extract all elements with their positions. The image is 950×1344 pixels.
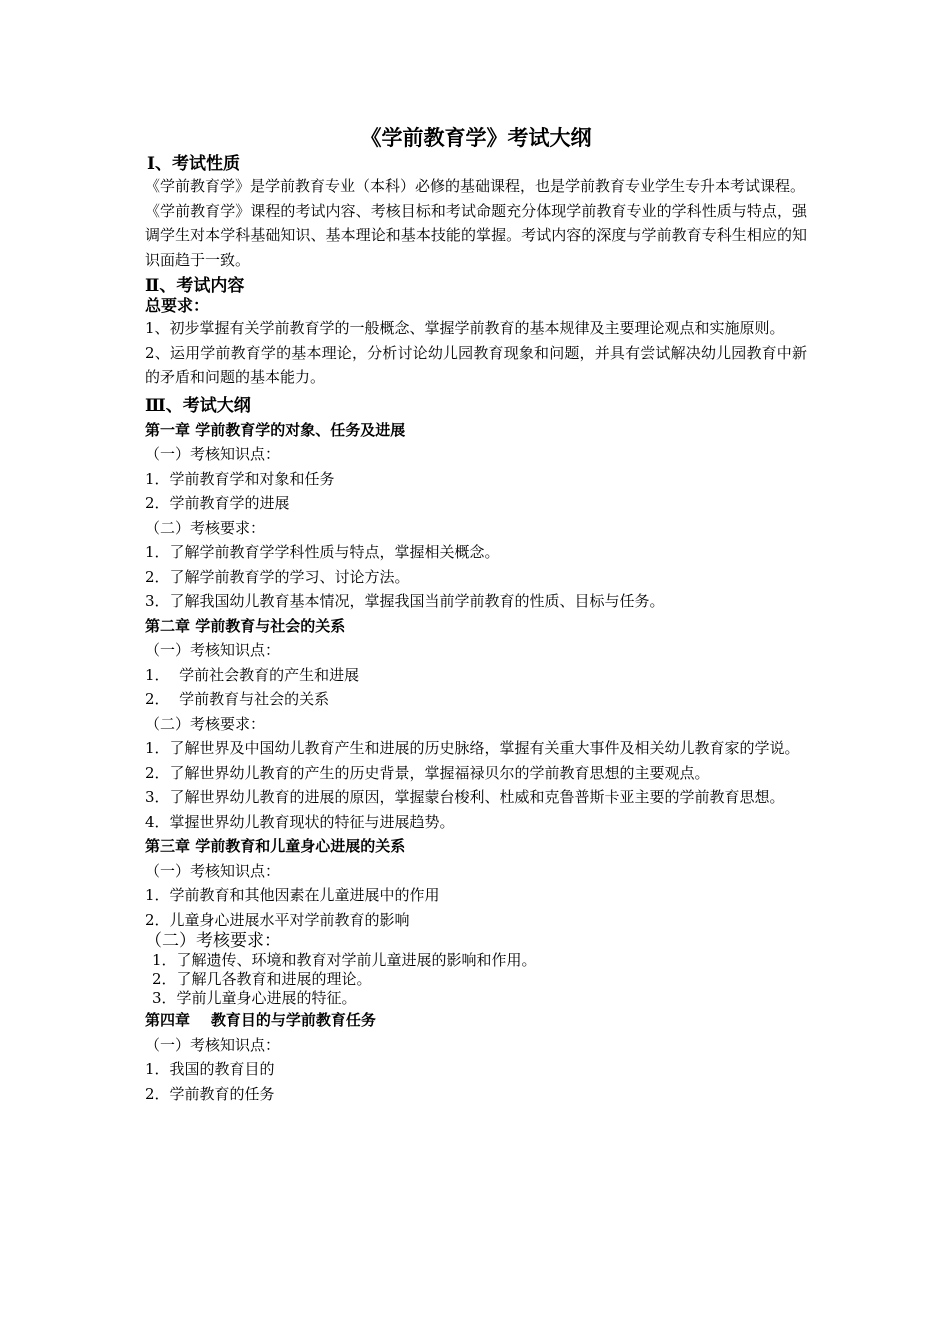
list-item: 3．了解世界幼儿教育的进展的原因，掌握蒙台梭利、杜威和克鲁普斯卡亚主要的学前教育思想。 bbox=[145, 788, 785, 806]
list-item: 1．学前教育学和对象和任务 bbox=[145, 469, 335, 488]
requirement-label: （二）考核要求： bbox=[145, 714, 266, 733]
list-item: 1．了解遗传、环境和教育对学前儿童进展的影响和作用。 bbox=[152, 951, 537, 969]
chapter-title: 第二章 学前教育与社会的关系 bbox=[145, 616, 346, 635]
list-item: 1．了解世界及中国幼儿教育产生和进展的历史脉络，掌握有关重大事件及相关幼儿教育家的学说。 bbox=[145, 739, 800, 757]
section-heading-2: Ⅱ、考试内容 bbox=[145, 276, 245, 296]
list-item: 2．儿童身心进展水平对学前教育的影响 bbox=[145, 910, 410, 929]
list-item: 1、初步掌握有关学前教育学的一般概念、掌握学前教育的基本规律及主要理论观点和实施原则。 bbox=[145, 319, 785, 337]
document-title: 《学前教育学》考试大纲 bbox=[360, 125, 592, 150]
list-item: 1．我国的教育目的 bbox=[145, 1060, 275, 1078]
knowledge-label: （一）考核知识点： bbox=[145, 641, 281, 659]
list-item: 1．了解学前教育学学科性质与特点，掌握相关概念。 bbox=[145, 543, 500, 561]
list-item: 4．掌握世界幼儿教育现状的特征与进展趋势。 bbox=[145, 812, 455, 831]
list-item: 2、运用学前教育学的基本理论，分析讨论幼儿园教育现象和问题，并具有尝试解决幼儿园教育中新的矛盾和问题的基本能力。 bbox=[145, 343, 807, 386]
paragraph: 《学前教育学》课程的考试内容、考核目标和考试命题充分体现学前教育专业的学科性质与特点，强调学生对本学科基础知识、基本理论和基本技能的掌握。考试内容的深度与学前教育专科生相应的知识面趋于一致。 bbox=[145, 201, 807, 269]
requirement-label: （二）考核要求： bbox=[145, 931, 281, 951]
list-item: 2．学前教育学的进展 bbox=[145, 494, 290, 512]
list-item: 2．学前教育的任务 bbox=[145, 1084, 275, 1103]
chapter-title: 第一章 学前教育学的对象、任务及进展 bbox=[145, 420, 406, 439]
section-heading-3: Ⅲ、考试大纲 bbox=[145, 395, 251, 416]
list-item: 2．了解世界幼儿教育的产生的历史背景，掌握福禄贝尔的学前教育思想的主要观点。 bbox=[145, 763, 710, 782]
sub-heading: 总要求： bbox=[145, 296, 210, 315]
document-body bbox=[145, 122, 807, 1106]
list-item: 2．了解几各教育和进展的理论。 bbox=[152, 970, 372, 988]
list-item: 2．了解学前教育学的学习、讨论方法。 bbox=[145, 567, 410, 586]
knowledge-label: （一）考核知识点： bbox=[145, 861, 281, 880]
requirement-label: （二）考核要求： bbox=[145, 518, 266, 537]
list-item: 3．了解我国幼儿教育基本情况，掌握我国当前学前教育的性质、目标与任务。 bbox=[145, 592, 665, 610]
section-heading-1: Ⅰ、考试性质 bbox=[147, 154, 240, 174]
knowledge-label: （一）考核知识点： bbox=[145, 1035, 281, 1054]
list-item: 3．学前儿童身心进展的特征。 bbox=[152, 989, 357, 1007]
list-item: 1．学前教育和其他因素在儿童进展中的作用 bbox=[145, 886, 440, 904]
knowledge-label: （一）考核知识点： bbox=[145, 445, 281, 463]
chapter-title: 第四章 教育目的与学前教育任务 bbox=[145, 1011, 376, 1029]
list-item: 1． 学前社会教育的产生和进展 bbox=[145, 665, 360, 684]
paragraph: 《学前教育学》是学前教育专业（本科）必修的基础课程，也是学前教育专业学生专升本考试课程。 bbox=[145, 177, 806, 195]
list-item: 2． 学前教育与社会的关系 bbox=[145, 690, 330, 708]
chapter-title: 第三章 学前教育和儿童身心进展的关系 bbox=[145, 837, 406, 855]
